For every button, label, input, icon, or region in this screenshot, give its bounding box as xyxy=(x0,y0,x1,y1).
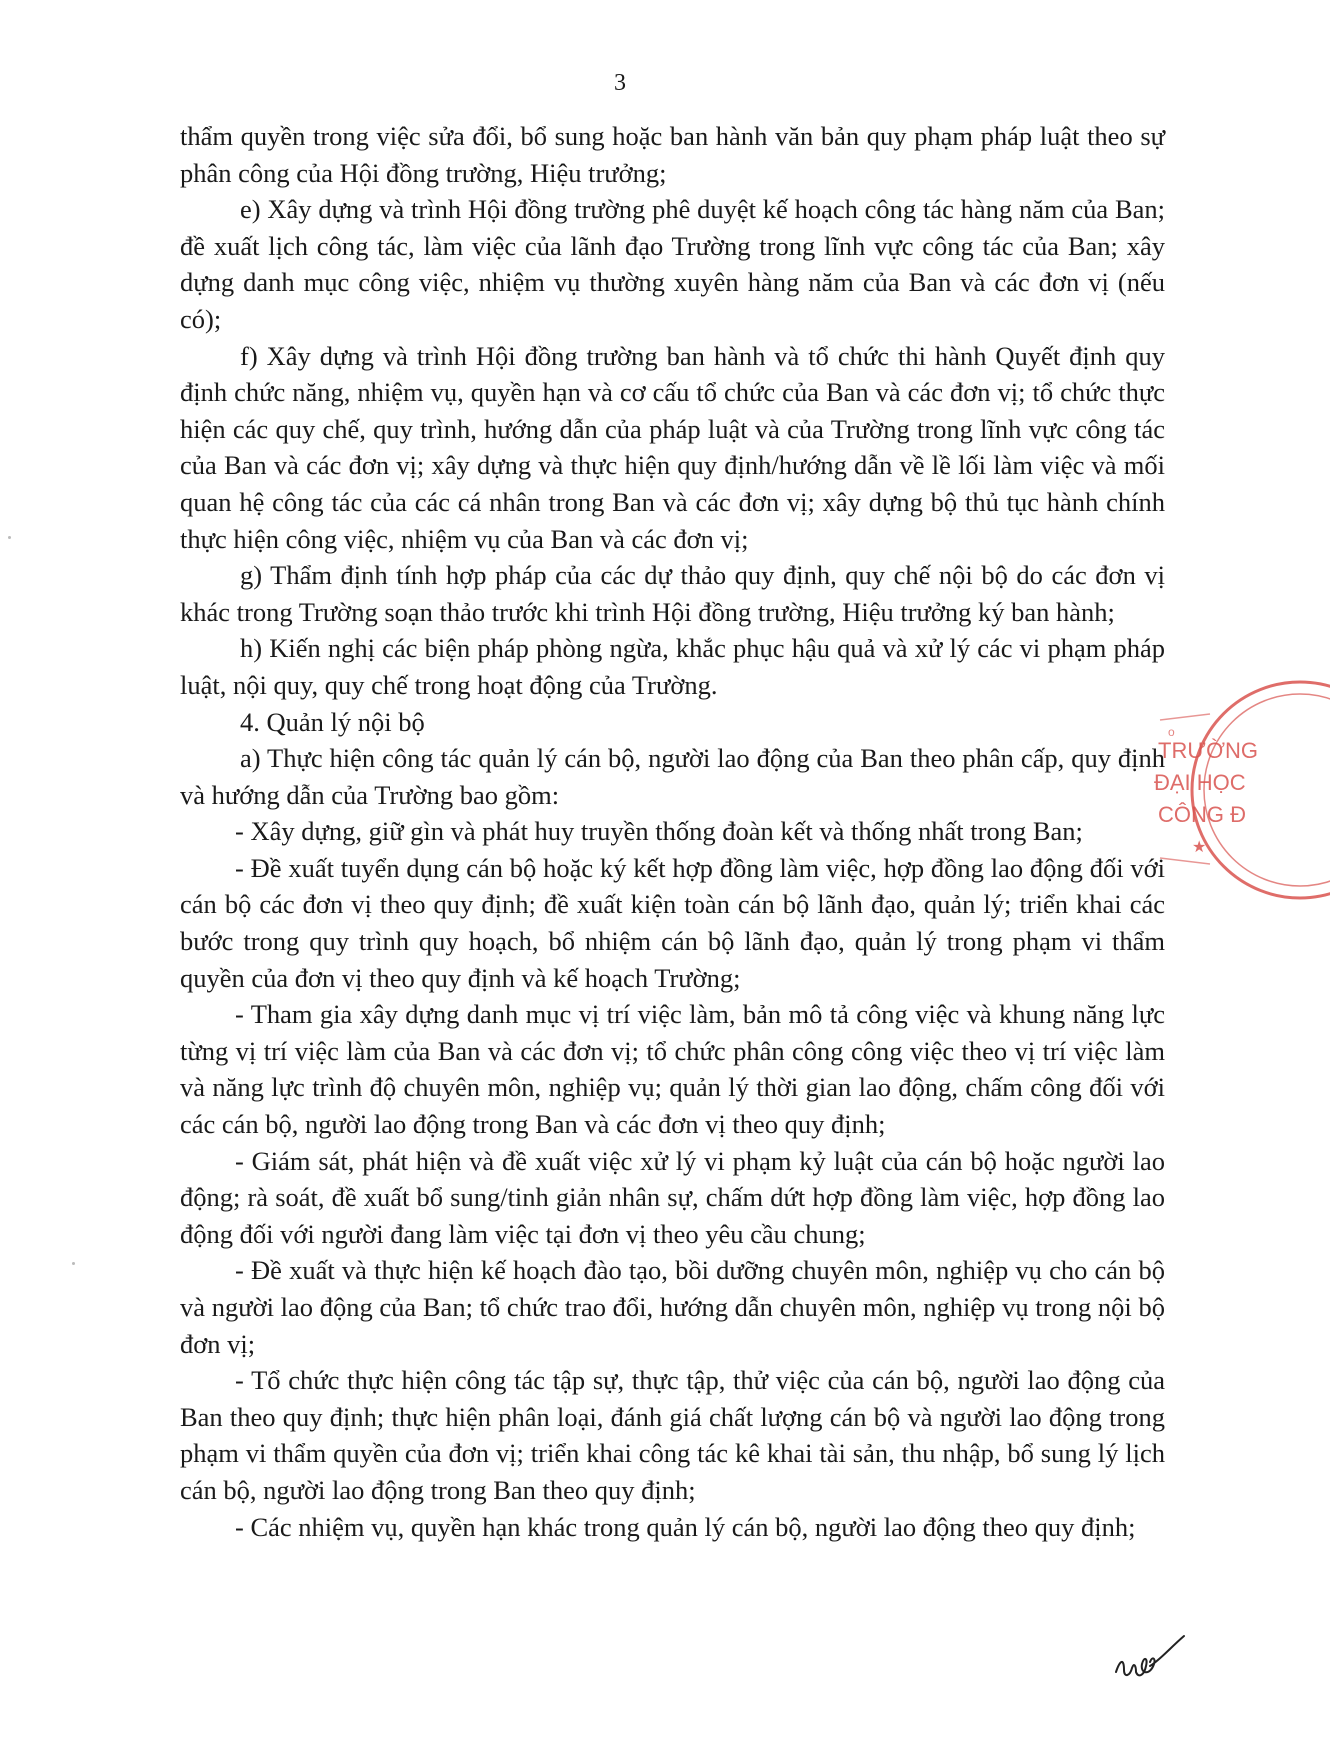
scan-speck xyxy=(8,536,11,539)
paragraph: h) Kiến nghị các biện pháp phòng ngừa, khắc phục hậu quả và xử lý các vi phạm pháp luật, nội quy, quy chế trong hoạt động của Trường. xyxy=(180,633,1165,700)
list-item: - Tham gia xây dựng danh mục vị trí việc làm, bản mô tả công việc và khung năng lực từng vị trí việc làm của Ban và các đơn vị; tổ chức phân công công việc theo vị trí việc làm và năng lực trình độ chuyên môn, nghiệp vụ; quản lý thời gian lao động, chấm công đối với các cán bộ, người lao động trong Ban và các đơn vị theo quy định; xyxy=(180,999,1165,1140)
paragraph: g) Thẩm định tính hợp pháp của các dự thảo quy định, quy chế nội bộ do các đơn vị khác trong Trường soạn thảo trước khi trình Hội đồng trường, Hiệu trưởng ký ban hành; xyxy=(180,560,1165,627)
seal-text-2: ĐẠI HỌC xyxy=(1154,770,1246,795)
list-item: - Xây dựng, giữ gìn và phát huy truyền thống đoàn kết và thống nhất trong Ban; xyxy=(235,816,1083,847)
svg-text:★: ★ xyxy=(1192,837,1207,856)
list-item: - Đề xuất và thực hiện kế hoạch đào tạo, bồi dưỡng chuyên môn, nghiệp vụ cho cán bộ và người lao động của Ban; tổ chức trao đổi, hướng dẫn chuyên môn, nghiệp vụ trong nội bộ đơn vị; xyxy=(180,1255,1165,1359)
official-seal xyxy=(1150,680,1330,900)
paragraph: thẩm quyền trong việc sửa đổi, bổ sung hoặc ban hành văn bản quy phạm pháp luật theo sự phân công của Hội đồng trường, Hiệu trưởng; xyxy=(180,121,1165,188)
signature-initials xyxy=(1110,1630,1190,1690)
paragraph: e) Xây dựng và trình Hội đồng trường phê duyệt kế hoạch công tác hàng năm của Ban; đề xuất lịch công tác, làm việc của lãnh đạo Trường trong lĩnh vực công tác của Ban; xây dựng danh mục công việc, nhiệm vụ thường xuyên hàng năm của Ban và các đơn vị (nếu có); xyxy=(180,194,1165,334)
section-heading: 4. Quản lý nội bộ xyxy=(240,706,425,737)
svg-text:o: o xyxy=(1168,725,1175,739)
paragraph: f) Xây dựng và trình Hội đồng trường ban hành và tổ chức thi hành Quyết định quy định chức năng, nhiệm vụ, quyền hạn và cơ cấu tổ chức của Ban và các đơn vị; tổ chức thực hiện các quy chế, quy trình, hướng dẫn của pháp luật và của Trường trong lĩnh vực công tác của Ban và các đơn vị; xây dựng và thực hiện quy định/hướng dẫn về lề lối làm việc và mối quan hệ công tác của các cá nhân trong Ban và các đơn vị; xây dựng bộ thủ tục hành chính thực hiện công việc, nhiệm vụ của Ban và các đơn vị; xyxy=(180,340,1165,554)
scan-speck xyxy=(72,1262,75,1265)
list-item: - Tổ chức thực hiện công tác tập sự, thực tập, thử việc của cán bộ, người lao động của Ban theo quy định; thực hiện phân loại, đánh giá chất lượng cán bộ và người lao động trong phạm vi thẩm quyền của đơn vị; triển khai công tác kê khai tài sản, thu nhập, bổ sung lý lịch cán bộ, người lao động trong Ban theo quy định; xyxy=(180,1365,1165,1505)
seal-text-1: TRƯỜNG xyxy=(1158,738,1258,763)
list-item: - Giám sát, phát hiện và đề xuất việc xử lý vi phạm kỷ luật của cán bộ hoặc người lao động; rà soát, đề xuất bổ sung/tinh giản nhân sự, chấm dứt hợp đồng làm việc, hợp đồng lao động đối với người đang làm việc tại đơn vị theo yêu cầu chung; xyxy=(180,1145,1165,1249)
page-number: 3 xyxy=(614,70,626,96)
seal-text-3: CÔNG Đ xyxy=(1158,802,1246,827)
list-item: - Đề xuất tuyển dụng cán bộ hoặc ký kết hợp đồng làm việc, hợp đồng lao động đối với cán bộ các đơn vị theo quy định; đề xuất kiện toàn cán bộ lãnh đạo, quản lý; triển khai các bước trong quy trình quy hoạch, bổ nhiệm cán bộ lãnh đạo, quản lý trong phạm vi thẩm quyền của đơn vị theo quy định và kế hoạch Trường; xyxy=(180,852,1165,993)
body-text xyxy=(180,118,1165,1545)
list-item: - Các nhiệm vụ, quyền hạn khác trong quản lý cán bộ, người lao động theo quy định; xyxy=(235,1511,1136,1542)
paragraph: a) Thực hiện công tác quản lý cán bộ, người lao động của Ban theo phân cấp, quy định và hướng dẫn của Trường bao gồm: xyxy=(180,743,1165,810)
